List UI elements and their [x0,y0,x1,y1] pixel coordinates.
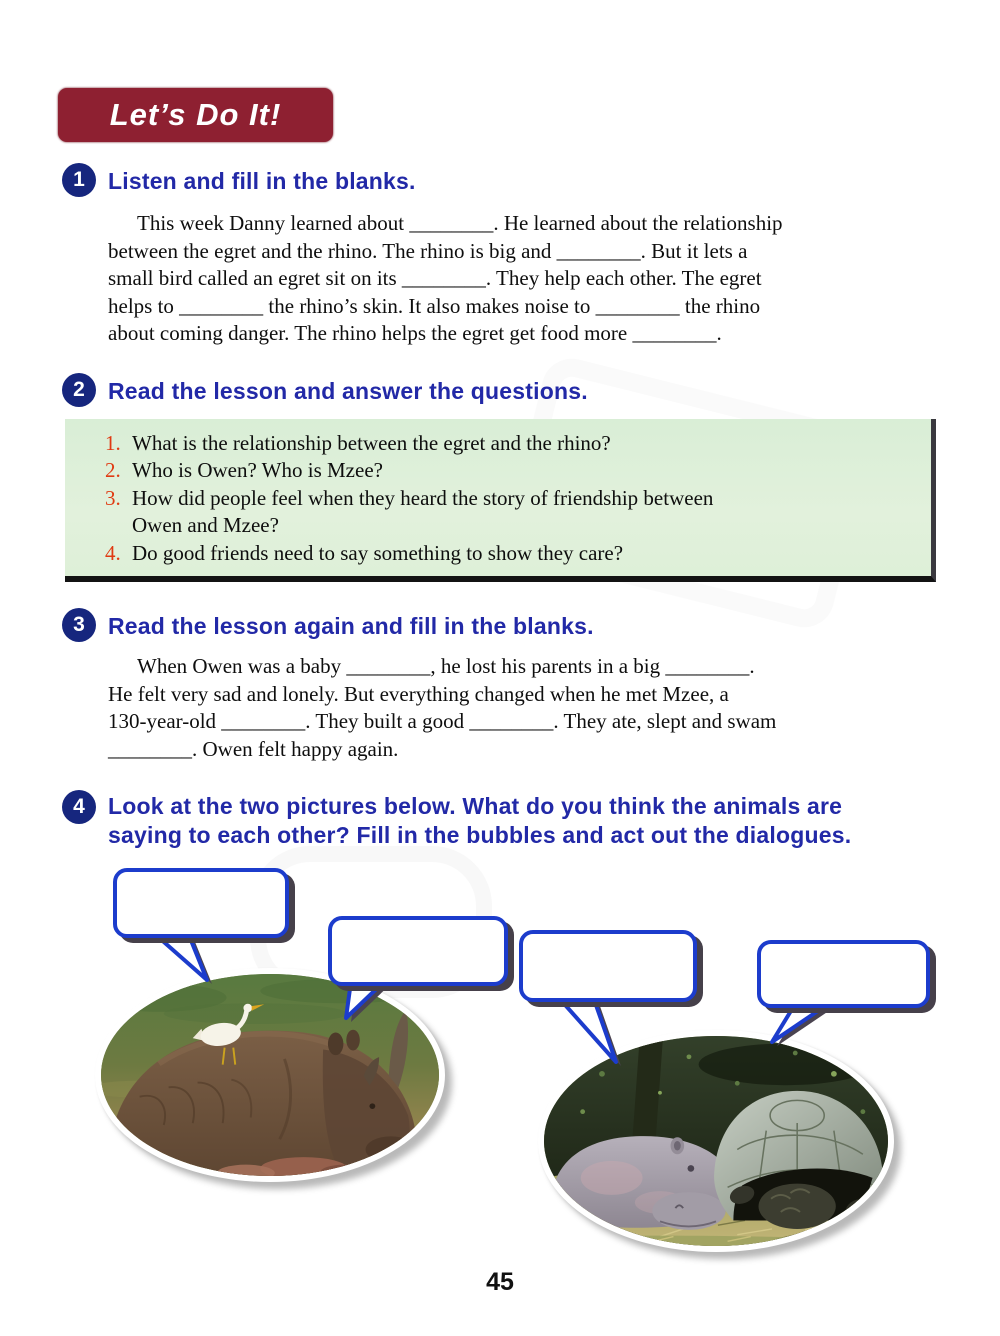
paragraph-line: small bird called an egret sit on its ________. They help each other. The egret [108,266,762,291]
exercise-1-title: Listen and fill in the blanks. [108,168,416,194]
question-row [65,457,931,484]
question-text: What is the relationship between the egret and the rhino? [132,431,611,455]
question-number: 4. [105,540,121,565]
exercise-4-title-line-1: Look at the two pictures below. What do you think the animals are [108,793,843,819]
rhino-egret-photo [95,968,445,1182]
exercise-4-title-line-2: saying to each other? Fill in the bubbles and act out the dialogues. [108,822,852,848]
question-number: 2. [105,458,121,483]
question-text: Who is Owen? Who is Mzee? [132,458,383,483]
exercise-1-number-badge: 1 [62,163,96,197]
banner-title: Let’s Do It! [109,97,282,132]
lets-do-it-banner [58,88,333,142]
question-row [65,540,931,567]
question-number: 3. [105,485,121,510]
questions-box [65,419,936,582]
paragraph-line: about coming danger. The rhino helps the egret get food more ________. [108,321,722,346]
page-number: 45 [486,1268,514,1296]
question-text: Owen and Mzee? [132,513,279,538]
paragraph-line: When Owen was a baby ________, he lost his parents in a big ________. [137,654,755,678]
paragraph-line: ________. Owen felt happy again. [108,736,399,761]
question-number: 1. [105,431,121,455]
speech-bubble-rhino[interactable] [328,916,508,986]
hippo-tortoise-photo [538,1030,894,1252]
question-row [65,485,931,512]
question-row [65,512,931,539]
paragraph-line: between the egret and the rhino. The rhino is big and ________. But it lets a [108,238,748,263]
paragraph-line: He felt very sad and lonely. But everything changed when he met Mzee, a [108,681,729,706]
exercise-4-title [108,792,851,850]
question-text: Do good friends need to say something to show they care? [132,540,624,565]
exercise-2-title: Read the lesson and answer the questions. [108,378,588,404]
exercise-2-number-badge: 2 [62,373,96,407]
speech-bubble-egret[interactable] [113,868,289,938]
exercise-1-paragraph [108,210,948,348]
speech-bubble-hippo[interactable] [519,930,697,1002]
exercise-4-number-badge: 4 [62,790,96,824]
exercise-3-title: Read the lesson again and fill in the blanks. [108,613,594,639]
paragraph-line: 130-year-old ________. They built a good ________. They ate, slept and swam [108,709,777,734]
exercise-3-number-badge: 3 [62,608,96,642]
paragraph-line: helps to ________ the rhino’s skin. It also makes noise to ________ the rhino [108,293,761,318]
question-text: How did people feel when they heard the story of friendship between [132,485,714,510]
speech-bubble-tortoise[interactable] [757,940,930,1008]
question-row [65,430,931,457]
exercise-3-paragraph [108,653,948,763]
paragraph-line: This week Danny learned about ________. He learned about the relationship [137,211,783,235]
